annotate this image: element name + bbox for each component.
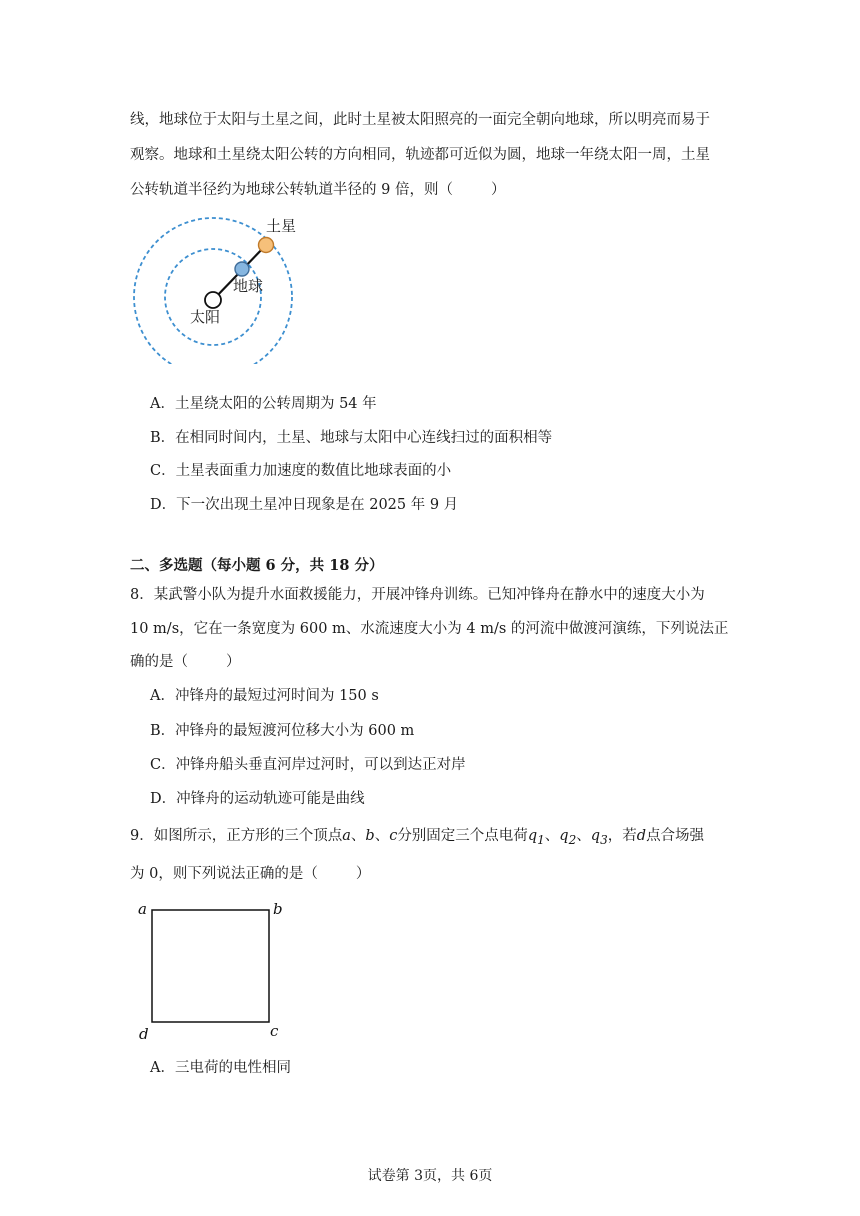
vertex-a-label: a xyxy=(138,900,147,918)
orbit-diagram xyxy=(128,214,308,364)
q9-q-symbol: q xyxy=(590,828,601,844)
q9-stem-part2: 分别固定三个点电荷 xyxy=(397,828,528,844)
q9-q-symbol: q xyxy=(559,828,569,844)
q7-stem-close: ） xyxy=(490,182,506,198)
q9-sub: 3 xyxy=(600,832,608,847)
q9-stem-close: ） xyxy=(355,866,371,882)
q8-option-a[interactable]: A．冲锋舟的最短过河时间为 150 s xyxy=(150,688,379,704)
q9-stem-line-1 xyxy=(130,826,704,850)
q9-sep: 、 xyxy=(374,828,390,844)
q9-option-a[interactable]: A．三电荷的电性相同 xyxy=(150,1060,291,1076)
vertex-b-label: b xyxy=(273,900,283,918)
q9-q3 xyxy=(590,828,608,847)
q9-sep: 、 xyxy=(544,828,560,844)
q9-var-d: d xyxy=(636,828,647,844)
q9-sep: 、 xyxy=(576,828,591,844)
q8-stem-text: 确的是（ xyxy=(130,654,188,670)
vertex-c-label: c xyxy=(270,1022,279,1040)
q8-option-c[interactable]: C．冲锋舟船头垂直河岸过河时，可以到达正对岸 xyxy=(150,757,466,773)
q7-option-d[interactable]: D．下一次出现土星冲日现象是在 2025 年 9 月 xyxy=(150,497,459,513)
q9-q-symbol: q xyxy=(527,828,538,844)
q9-stem-part1: 9．如图所示，正方形的三个顶点 xyxy=(130,828,343,844)
q8-stem-line-1: 8．某武警小队为提升水面救援能力，开展冲锋舟训练。已知冲锋舟在静水中的速度大小为 xyxy=(130,587,705,603)
q7-option-c[interactable]: C．土星表面重力加速度的数值比地球表面的小 xyxy=(150,463,452,479)
q9-q1 xyxy=(527,828,545,847)
q9-sub: 1 xyxy=(537,832,545,847)
q8-stem-close: ） xyxy=(226,654,241,670)
q9-q2 xyxy=(559,828,577,847)
sun-label: 太阳 xyxy=(190,308,221,326)
q8-option-b[interactable]: B．冲锋舟的最短渡河位移大小为 600 m xyxy=(150,723,415,739)
q9-var-b: b xyxy=(365,828,375,844)
square-diagram xyxy=(133,898,293,1043)
section-heading: 二、多选题（每小题 6 分，共 18 分） xyxy=(130,557,384,574)
page-footer: 试卷第 3页，共 6页 xyxy=(367,1168,493,1184)
q8-option-d[interactable]: D．冲锋舟的运动轨迹可能是曲线 xyxy=(150,791,365,807)
q9-stem-line-2 xyxy=(130,864,370,884)
square xyxy=(152,910,269,1022)
saturn-icon xyxy=(259,238,274,253)
q7-stem-text: 公转轨道半径约为地球公转轨道半径的 9 倍，则（ xyxy=(130,182,453,198)
q8-stem-line-2: 10 m/s，它在一条宽度为 600 m、水流速度大小为 4 m/s 的河流中做渡河演练，下列说法正 xyxy=(130,621,729,637)
q9-sep: 、 xyxy=(350,828,366,844)
q7-stem-line-2: 观察。地球和土星绕太阳公转的方向相同，轨迹都可近似为圆，地球一年绕太阳一周，土星 xyxy=(130,147,710,163)
q9-stem-part3: ，若 xyxy=(607,828,637,844)
q9-stem-line2-text: 为 0，则下列说法正确的是（ xyxy=(130,866,318,882)
q9-var-c: c xyxy=(389,828,398,844)
sun-icon xyxy=(205,292,221,308)
q9-stem-part4: 点合场强 xyxy=(646,828,705,844)
q9-sub: 2 xyxy=(568,832,577,847)
vertex-d-label: d xyxy=(139,1025,149,1043)
earth-label: 地球 xyxy=(233,277,264,295)
saturn-label: 土星 xyxy=(266,217,297,235)
q7-stem-line-3 xyxy=(130,180,505,200)
q8-stem-line-3 xyxy=(130,652,241,672)
earth-icon xyxy=(235,262,249,276)
q7-option-b[interactable]: B．在相同时间内，土星、地球与太阳中心连线扫过的面积相等 xyxy=(150,430,553,446)
q7-option-a[interactable]: A．土星绕太阳的公转周期为 54 年 xyxy=(150,396,377,412)
q9-var-a: a xyxy=(342,828,351,844)
q7-stem-line-1: 线，地球位于太阳与土星之间，此时土星被太阳照亮的一面完全朝向地球，所以明亮而易于 xyxy=(130,112,710,128)
